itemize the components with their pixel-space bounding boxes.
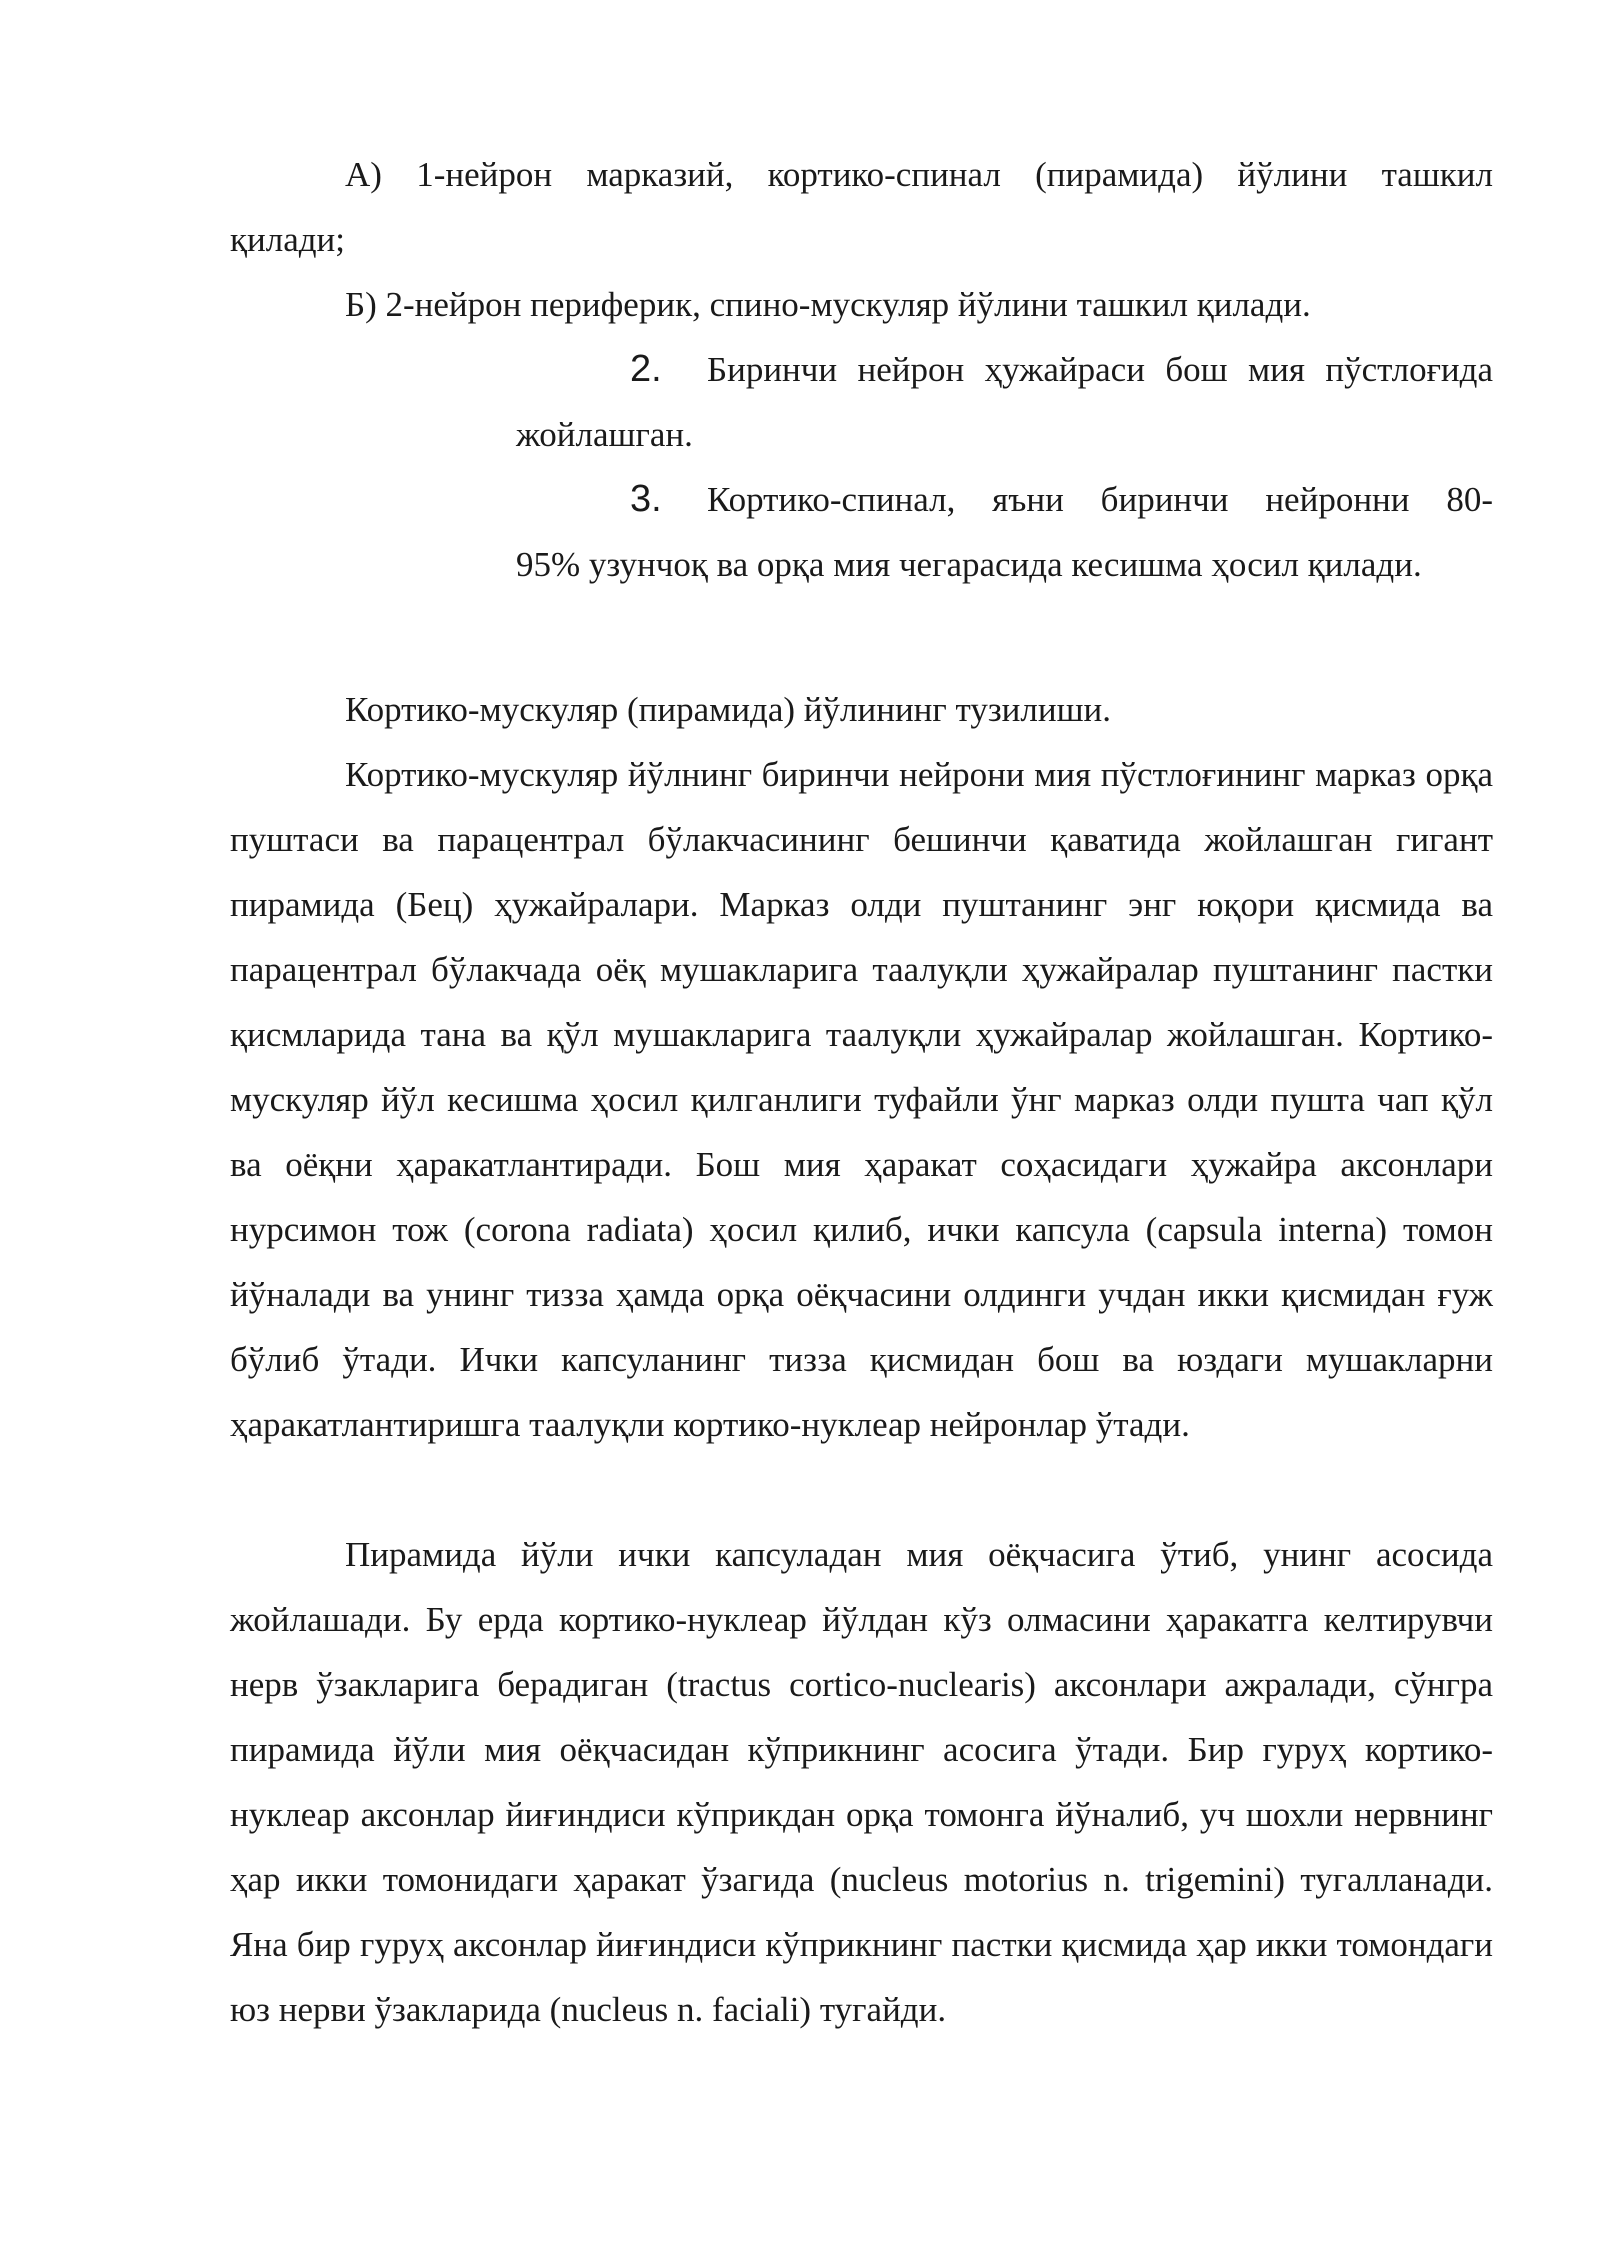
list-item-3 <box>516 467 1493 597</box>
list-item-2 <box>516 337 1493 467</box>
list-number: 2. <box>630 348 662 390</box>
paragraph-2-block <box>230 1522 1493 2042</box>
list-item-2-line1: Биринчи нейрон ҳужайраси бош мия пўстлоғида <box>707 350 1493 389</box>
item-b <box>230 272 1493 337</box>
list-item-2-rest: жойлашган. <box>516 415 693 454</box>
list-number: 3. <box>630 478 662 520</box>
item-a-line1: А) 1-нейрон марказий, кортико-спинал (пирамида) йўлини ташкил <box>345 155 1493 194</box>
list-item-3-line1: Кортико-спинал, яъни биринчи нейронни 80- <box>707 480 1493 519</box>
paragraph-2: Пирамида йўли ички капсуладан мия оёқчасига ўтиб, унинг асосида жойлашади. Бу ерда кортико-нуклеар йўлдан кўз олмасини ҳаракатга келтирувчи нерв ўзакларига берадиган (tractus cortico-nuclearis) аксонлари ажралади, сўнгра пирамида йўли мия оёқчасидан кўприкнинг асосига ўтади. Бир гуруҳ кортико-нуклеар аксонлар йиғиндиси кўприкдан орқа томонга йўналиб, уч шохли нервнинг ҳар икки томонидаги ҳаракат ўзагида (nucleus motorius n. trigemini) тугалланади. Яна бир гуруҳ аксонлар йиғиндиси кўприкнинг пастки қисмида ҳар икки томондаги юз нерви ўзакларида (nucleus n. faciali) тугайди. <box>230 1535 1493 2029</box>
section-heading: Кортико-мускуляр (пирамида) йўлининг тузилиши. <box>345 690 1112 729</box>
item-a <box>230 142 1493 272</box>
section-heading-block <box>230 677 1493 742</box>
item-a-line2: қилади; <box>230 220 345 259</box>
list-item-3-rest: 95% узунчоқ ва орқа мия чегарасида кесишма ҳосил қилади. <box>516 545 1422 584</box>
paragraph-1-block <box>230 742 1493 1457</box>
paragraph-1: Кортико-мускуляр йўлнинг биринчи нейрони мия пўстлоғининг марказ орқа пуштаси ва парацентрал бўлакчасининг бешинчи қаватида жойлашган гигант пирамида (Бец) ҳужайралари. Марказ олди пуштанинг энг юқори қисмида ва парацентрал бўлакчада оёқ мушакларига таалуқли ҳужайралар пуштанинг пастки қисмларида тана ва қўл мушакларига таалуқли ҳужайралар жойлашган. Кортико-мускуляр йўл кесишма ҳосил қилганлиги туфайли ўнг марказ олди пушта чап қўл ва оёқни ҳаракатлантиради. Бош мия ҳаракат соҳасидаги ҳужайра аксонлари нурсимон тож (corona radiata) ҳосил қилиб, ички капсула (capsula interna) томон йўналади ва унинг тизза ҳамда орқа оёқчасини олдинги учдан икки қисмидан ғуж бўлиб ўтади. Ички капсуланинг тизза қисмидан бош ва юздаги мушакларни ҳаракатлантиришга таалуқли кортико-нуклеар нейронлар ўтади. <box>230 755 1493 1444</box>
item-b-text: Б) 2-нейрон периферик, спино-мускуляр йўлини ташкил қилади. <box>345 285 1311 324</box>
